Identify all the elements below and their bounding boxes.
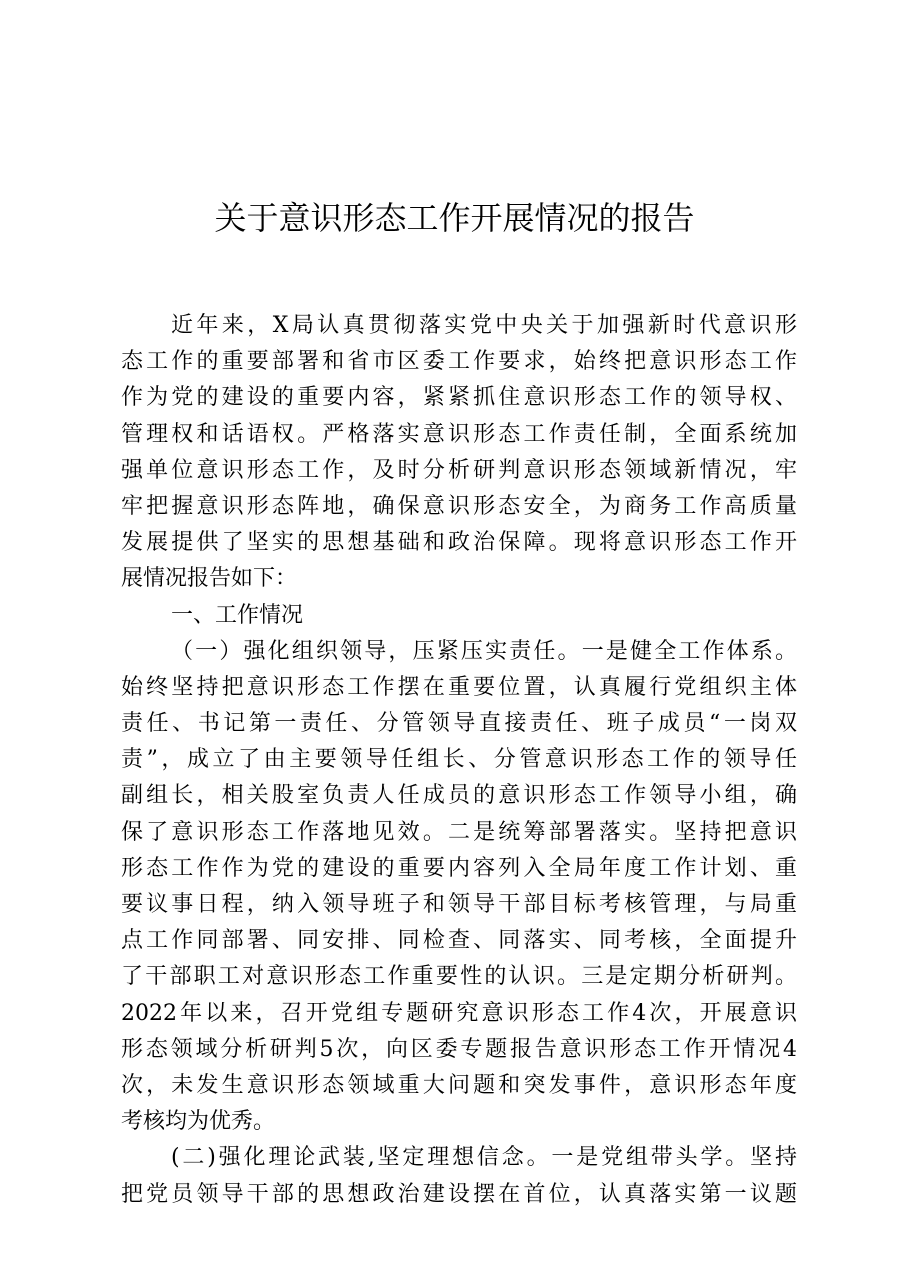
paragraph-line: （一）强化组织领导，压紧压实责任。一是健全工作体系。 (171, 638, 797, 664)
paragraph-line: 形态工作作为党的建设的重要内容列入全局年度工作计划、重 (121, 855, 797, 881)
paragraph-line: 发展提供了坚实的思想基础和政治保障。现将意识形态工作开 (121, 530, 797, 556)
paragraph-line: 副组长，相关股室负责人任成员的意识形态工作领导小组，确 (121, 783, 797, 809)
document-body (121, 308, 797, 1213)
paragraph-line: 考核均为优秀。 (121, 1109, 276, 1135)
paragraph-line: 责任、书记第一责任、分管领导直接责任、班子成员“一岗双 (121, 711, 797, 737)
paragraph-line: 牢把握意识形态阵地，确保意识形态安全，为商务工作高质量 (121, 493, 797, 519)
document-title: 关于意识形态工作开展情况的报告 (214, 199, 695, 237)
paragraph-line: 把党员领导干部的思想政治建设摆在首位，认真落实第一议题 (121, 1181, 797, 1207)
paragraph-line: 保了意识形态工作落地见效。二是统筹部署落实。坚持把意识 (121, 819, 797, 845)
paragraph-line: 要议事日程，纳入领导班子和领导干部目标考核管理，与局重 (121, 892, 797, 917)
paragraph-line: (二)强化理论武装,坚定理想信念。一是党组带头学。坚持 (171, 1145, 797, 1171)
paragraph-line: 2022年以来，召开党组专题研究意识形态工作4次，开展意识 (121, 1000, 797, 1026)
paragraph-line: 强单位意识形态工作，及时分析研判意识形态领域新情况，牢 (121, 457, 797, 483)
paragraph-line: 点工作同部署、同安排、同检查、同落实、同考核，全面提升 (121, 928, 797, 954)
paragraph-line: 作为党的建设的重要内容，紧紧抓住意识形态工作的领导权、 (121, 385, 797, 411)
paragraph-line: 展情况报告如下： (121, 566, 298, 592)
paragraph-line: 始终坚持把意识形态工作摆在重要位置，认真履行党组织主体 (121, 674, 797, 700)
paragraph-line: 近年来，X局认真贯彻落实党中央关于加强新时代意识形 (171, 313, 797, 338)
paragraph-line: 责”，成立了由主要领导任组长、分管意识形态工作的领导任 (121, 747, 797, 773)
section-heading: 一、工作情况 (171, 602, 304, 628)
paragraph-line: 次，未发生意识形态领域重大问题和突发事件，意识形态年度 (121, 1072, 797, 1098)
paragraph-line: 态工作的重要部署和省市区委工作要求，始终把意识形态工作 (121, 349, 797, 375)
paragraph-line: 了干部职工对意识形态工作重要性的认识。三是定期分析研判。 (121, 964, 797, 990)
paragraph-line: 管理权和话语权。严格落实意识形态工作责任制，全面系统加 (121, 421, 797, 447)
paragraph-line: 形态领域分析研判5次，向区委专题报告意识形态工作开情况4 (121, 1036, 797, 1062)
